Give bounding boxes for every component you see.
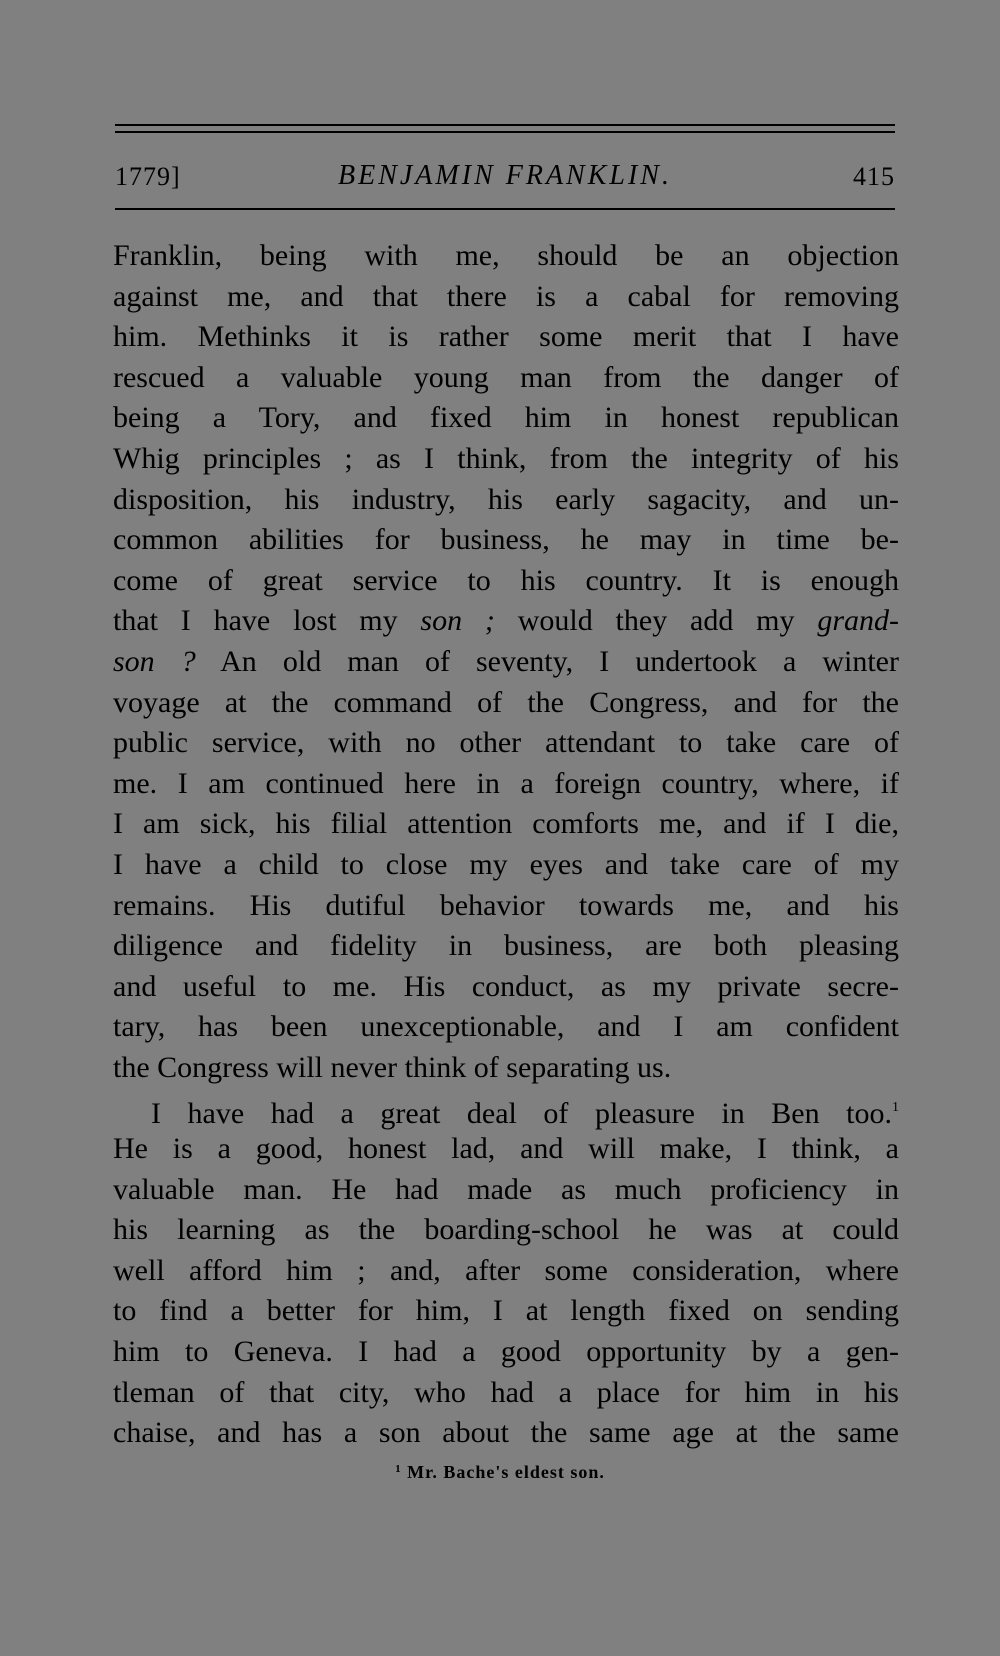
text-line: disposition, his industry, his early sagacity, and un- xyxy=(113,482,899,516)
text-line: and useful to me. His conduct, as my private secre- xyxy=(113,969,899,1003)
text-line: rescued a valuable young man from the danger of xyxy=(113,360,899,394)
italic-word: grand- xyxy=(817,604,900,638)
footnote-marker: 1 xyxy=(395,1463,402,1475)
text-line: diligence and fidelity in business, are both pleasing xyxy=(113,929,899,963)
text-line: Franklin, being with me, should be an objection xyxy=(113,239,899,272)
text-line: to find a better for him, I at length fixed on sending xyxy=(113,1294,899,1328)
page-number: 415 xyxy=(853,162,895,191)
italic-word: son ? xyxy=(113,644,196,678)
text-line: against me, and that there is a cabal for removing xyxy=(113,279,899,313)
text-line: Whig principles ; as I think, from the integrity of his xyxy=(113,441,899,475)
header-rule-bottom xyxy=(115,208,895,210)
text-line: public service, with no other attendant to take care of xyxy=(113,726,899,760)
text-line: common abilities for business, he may in time be- xyxy=(113,523,899,557)
text-line: tary, has been unexceptionable, and I am confident xyxy=(113,1010,899,1044)
text-segment: would they add my xyxy=(517,604,795,638)
text-line: come of great service to his country. It is enough xyxy=(113,563,899,597)
text-line: valuable man. He had made as much proficiency in xyxy=(113,1172,899,1206)
text-segment: that I have lost my xyxy=(113,604,398,638)
body-text xyxy=(113,236,899,1454)
text-line: chaise, and has a son about the same age at the same xyxy=(113,1416,899,1450)
text-line: his learning as the boarding-school he was at could xyxy=(113,1213,899,1247)
running-header xyxy=(115,160,895,200)
header-title: BENJAMIN FRANKLIN. xyxy=(338,160,672,191)
text-line: voyage at the command of the Congress, and for the xyxy=(113,685,899,719)
header-year: 1779] xyxy=(115,162,181,191)
footnote-text: Mr. Bache's eldest son. xyxy=(407,1462,605,1482)
text-line-paragraph-start xyxy=(113,1088,899,1129)
text-line: tleman of that city, who had a place for him in his xyxy=(113,1375,899,1409)
text-line: I am sick, his filial attention comforts me, and if I die, xyxy=(113,807,899,841)
text-segment: An old man of seventy, I undertook a winter xyxy=(220,644,899,678)
footnote xyxy=(0,1462,1000,1483)
text-line-mixed xyxy=(113,601,899,642)
text-line: He is a good, honest lad, and will make, I think, a xyxy=(113,1132,899,1166)
text-line: well afford him ; and, after some consideration, where xyxy=(113,1253,899,1287)
header-rule-second xyxy=(115,131,895,133)
header-rule-top xyxy=(115,124,895,126)
text-line: him. Methinks it is rather some merit that I have xyxy=(113,320,899,354)
text-line: me. I am continued here in a foreign country, where, if xyxy=(113,766,899,800)
italic-word: son ; xyxy=(420,604,495,638)
text-line: I have a child to close my eyes and take care of my xyxy=(113,847,899,881)
text-segment: I have had a great deal of pleasure in Ben too. xyxy=(151,1097,892,1131)
text-line: the Congress will never think of separating us. xyxy=(113,1050,672,1084)
text-line: remains. His dutiful behavior towards me, and his xyxy=(113,888,899,922)
footnote-reference: 1 xyxy=(892,1100,899,1116)
text-line: being a Tory, and fixed him in honest republican xyxy=(113,401,899,435)
text-line: him to Geneva. I had a good opportunity by a gen- xyxy=(113,1335,899,1369)
text-line-mixed xyxy=(113,642,899,683)
